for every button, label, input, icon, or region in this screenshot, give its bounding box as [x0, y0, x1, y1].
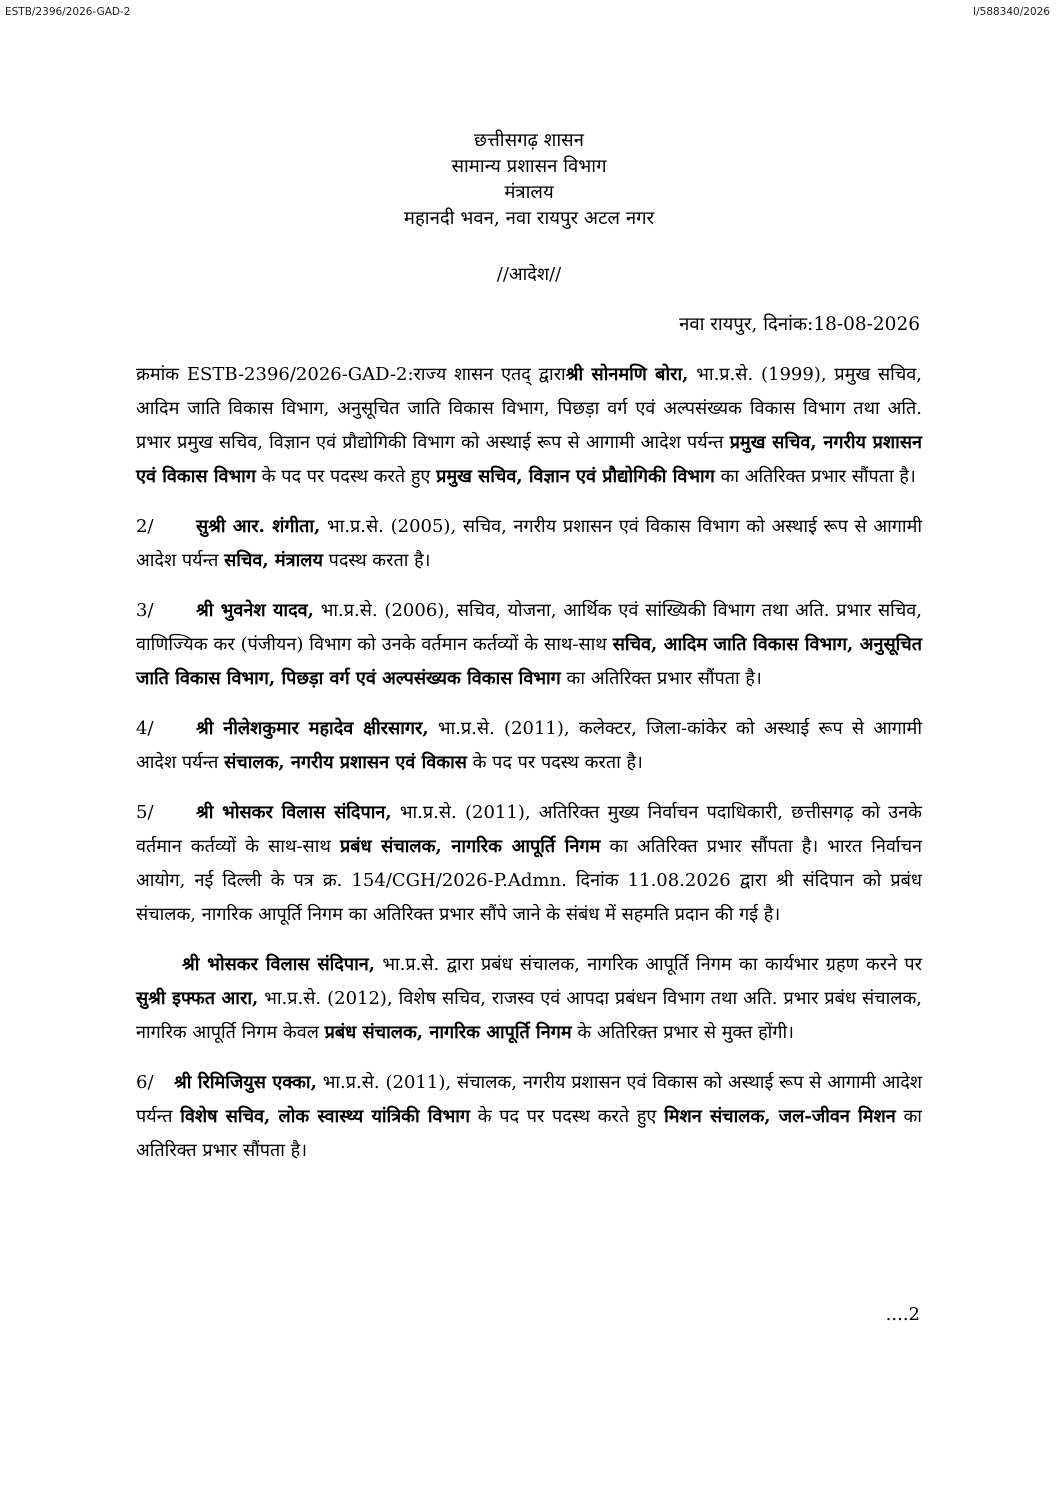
text: भा.प्र.से. (2005), सचिव, नगरीय प्रशासन एवं विकास विभाग को अस्थाई रूप से आगामी आदेश पर्यन्त: [136, 516, 922, 571]
text: भा.प्र.से. द्वारा प्रबंध संचालक, नागरिक आपूर्ति निगम का कार्यभार ग्रहण करने पर: [375, 954, 922, 975]
paragraph-1: [136, 358, 922, 494]
posting: संचालक, नगरीय प्रशासन एवं विकास: [224, 752, 467, 773]
officer-name: श्री भुवनेश यादव,: [196, 600, 314, 621]
government-name: छत्तीसगढ़ शासन: [474, 130, 584, 151]
paragraph-5: [136, 796, 922, 932]
posting: प्रमुख सचिव, नगरीय प्रशासन एवं विकास विभाग: [136, 432, 922, 487]
paragraph-5-continued: [136, 948, 922, 1050]
officer-name: सुश्री आर. शंगीता,: [196, 516, 321, 537]
text: के पद पर पदस्थ करते हुए: [255, 466, 437, 487]
text: के पद पर पदस्थ करता है।: [466, 752, 643, 773]
text: का अतिरिक्त प्रभार सौंपता है।: [714, 466, 916, 487]
paragraph-number: 6/: [136, 1072, 154, 1093]
text: भा.प्र.से. (2011), अतिरिक्त मुख्य निर्वाचन पदाधिकारी, छत्तीसगढ़ को उनके वर्तमान कर्तव्यों के साथ-साथ: [136, 802, 922, 857]
text: का अतिरिक्त प्रभार सौंपता है।: [560, 668, 762, 689]
paragraph-number: 3/: [136, 600, 154, 621]
text: का अतिरिक्त प्रभार सौंपता है। भारत निर्वाचन आयोग, नई दिल्ली के पत्र क्र. 154/CGH/2026-P.Admn. दिनांक 11.08.2026 द्वारा श्री संदिपान को प्रबंध संचालक, नागरिक आपूर्ति निगम का अतिरिक्त प्रभार सौंपे जाने के संबंध में सहमति प्रदान की गई है।: [136, 836, 923, 925]
officer-name: श्री नीलेशकुमार महादेव क्षीरसागर,: [196, 718, 429, 739]
paragraph-4: [136, 712, 922, 780]
text: भा.प्र.से. (2012), विशेष सचिव, राजस्व एवं आपदा प्रबंधन विभाग तथा अति. प्रभार प्रबंध संचालक, नागरिक आपूर्ति निगम केवल: [136, 988, 922, 1043]
paragraph-number: 4/: [136, 718, 154, 739]
paragraph-number: 5/: [136, 802, 154, 823]
text: भा.प्र.से. (2011), संचालक, नगरीय प्रशासन एवं विकास को अस्थाई रूप से आगामी आदेश पर्यन्त: [136, 1072, 923, 1127]
posting: सचिव, मंत्रालय: [224, 550, 323, 571]
relieved-charge: प्रबंध संचालक, नागरिक आपूर्ति निगम: [324, 1022, 572, 1043]
text: क्रमांक ESTB-2396/2026-GAD-2:राज्य शासन एतद् द्वारा: [136, 364, 566, 385]
officer-name: श्री रिमिजियुस एक्का,: [174, 1072, 317, 1093]
paragraph-3: [136, 594, 922, 696]
document-reference-left: ESTB/2396/2026-GAD-2: [5, 6, 131, 18]
additional-charge: प्रबंध संचालक, नागरिक आपूर्ति निगम: [339, 836, 601, 857]
officer-name: श्री भोसकर विलास संदिपान,: [196, 802, 392, 823]
page-continuation: ....2: [885, 1304, 920, 1325]
text: भा.प्र.से. (2011), कलेक्टर, जिला-कांकेर को अस्थाई रूप से आगामी आदेश पर्यन्त: [136, 718, 922, 773]
officer-name: श्री सोनमणि बोरा,: [565, 364, 689, 385]
office-address: महानदी भवन, नवा रायपुर अटल नगर: [403, 208, 655, 229]
text: के पद पर पदस्थ करते हुए: [470, 1106, 665, 1127]
paragraph-2: [136, 510, 922, 578]
posting: विशेष सचिव, लोक स्वास्थ्य यांत्रिकी विभाग: [180, 1106, 471, 1127]
paragraph-number: 2/: [136, 516, 154, 537]
additional-charge: सचिव, आदिम जाति विकास विभाग, अनुसूचित जाति विकास विभाग, पिछड़ा वर्ग एवं अल्पसंख्यक विकास विभाग: [136, 634, 922, 689]
text: पदस्थ करता है।: [322, 550, 431, 571]
officer-name: सुश्री इफ्फत आरा,: [136, 988, 259, 1009]
text: के अतिरिक्त प्रभार से मुक्त होंगी।: [571, 1022, 794, 1043]
department-name: सामान्य प्रशासन विभाग: [451, 156, 607, 177]
order-body: [136, 358, 922, 1168]
order-title: //आदेश//: [496, 264, 562, 285]
text: भा.प्र.से. (2006), सचिव, योजना, आर्थिक एवं सांख्यिकी विभाग तथा अति. प्रभार सचिव, वाणिज्यिक कर (पंजीयन) विभाग को उनके वर्तमान कर्तव्यों के साथ-साथ: [136, 600, 923, 655]
officer-name: श्री भोसकर विलास संदिपान,: [182, 954, 375, 975]
additional-charge: मिशन संचालक, जल-जीवन मिशन: [664, 1106, 896, 1127]
text: भा.प्र.से. (1999), प्रमुख सचिव, आदिम जाति विकास विभाग, अनुसूचित जाति विकास विभाग, पिछड़ा वर्ग एवं अल्पसंख्यक विकास विभाग तथा अति. प्रभार प्रमुख सचिव, विज्ञान एवं प्रौद्योगिकी विभाग को अस्थाई रूप से आगामी आदेश पर्यन्त: [136, 364, 923, 453]
document-reference-right: I/588340/2026: [973, 6, 1050, 18]
paragraph-6: [136, 1066, 922, 1168]
ministry-name: मंत्रालय: [504, 182, 554, 203]
text: का अतिरिक्त प्रभार सौंपता है।: [136, 1106, 922, 1161]
place-date: नवा रायपुर, दिनांक:18-08-2026: [679, 314, 920, 335]
letterhead: [0, 128, 1058, 232]
additional-charge: प्रमुख सचिव, विज्ञान एवं प्रौद्योगिकी विभाग: [436, 466, 715, 487]
